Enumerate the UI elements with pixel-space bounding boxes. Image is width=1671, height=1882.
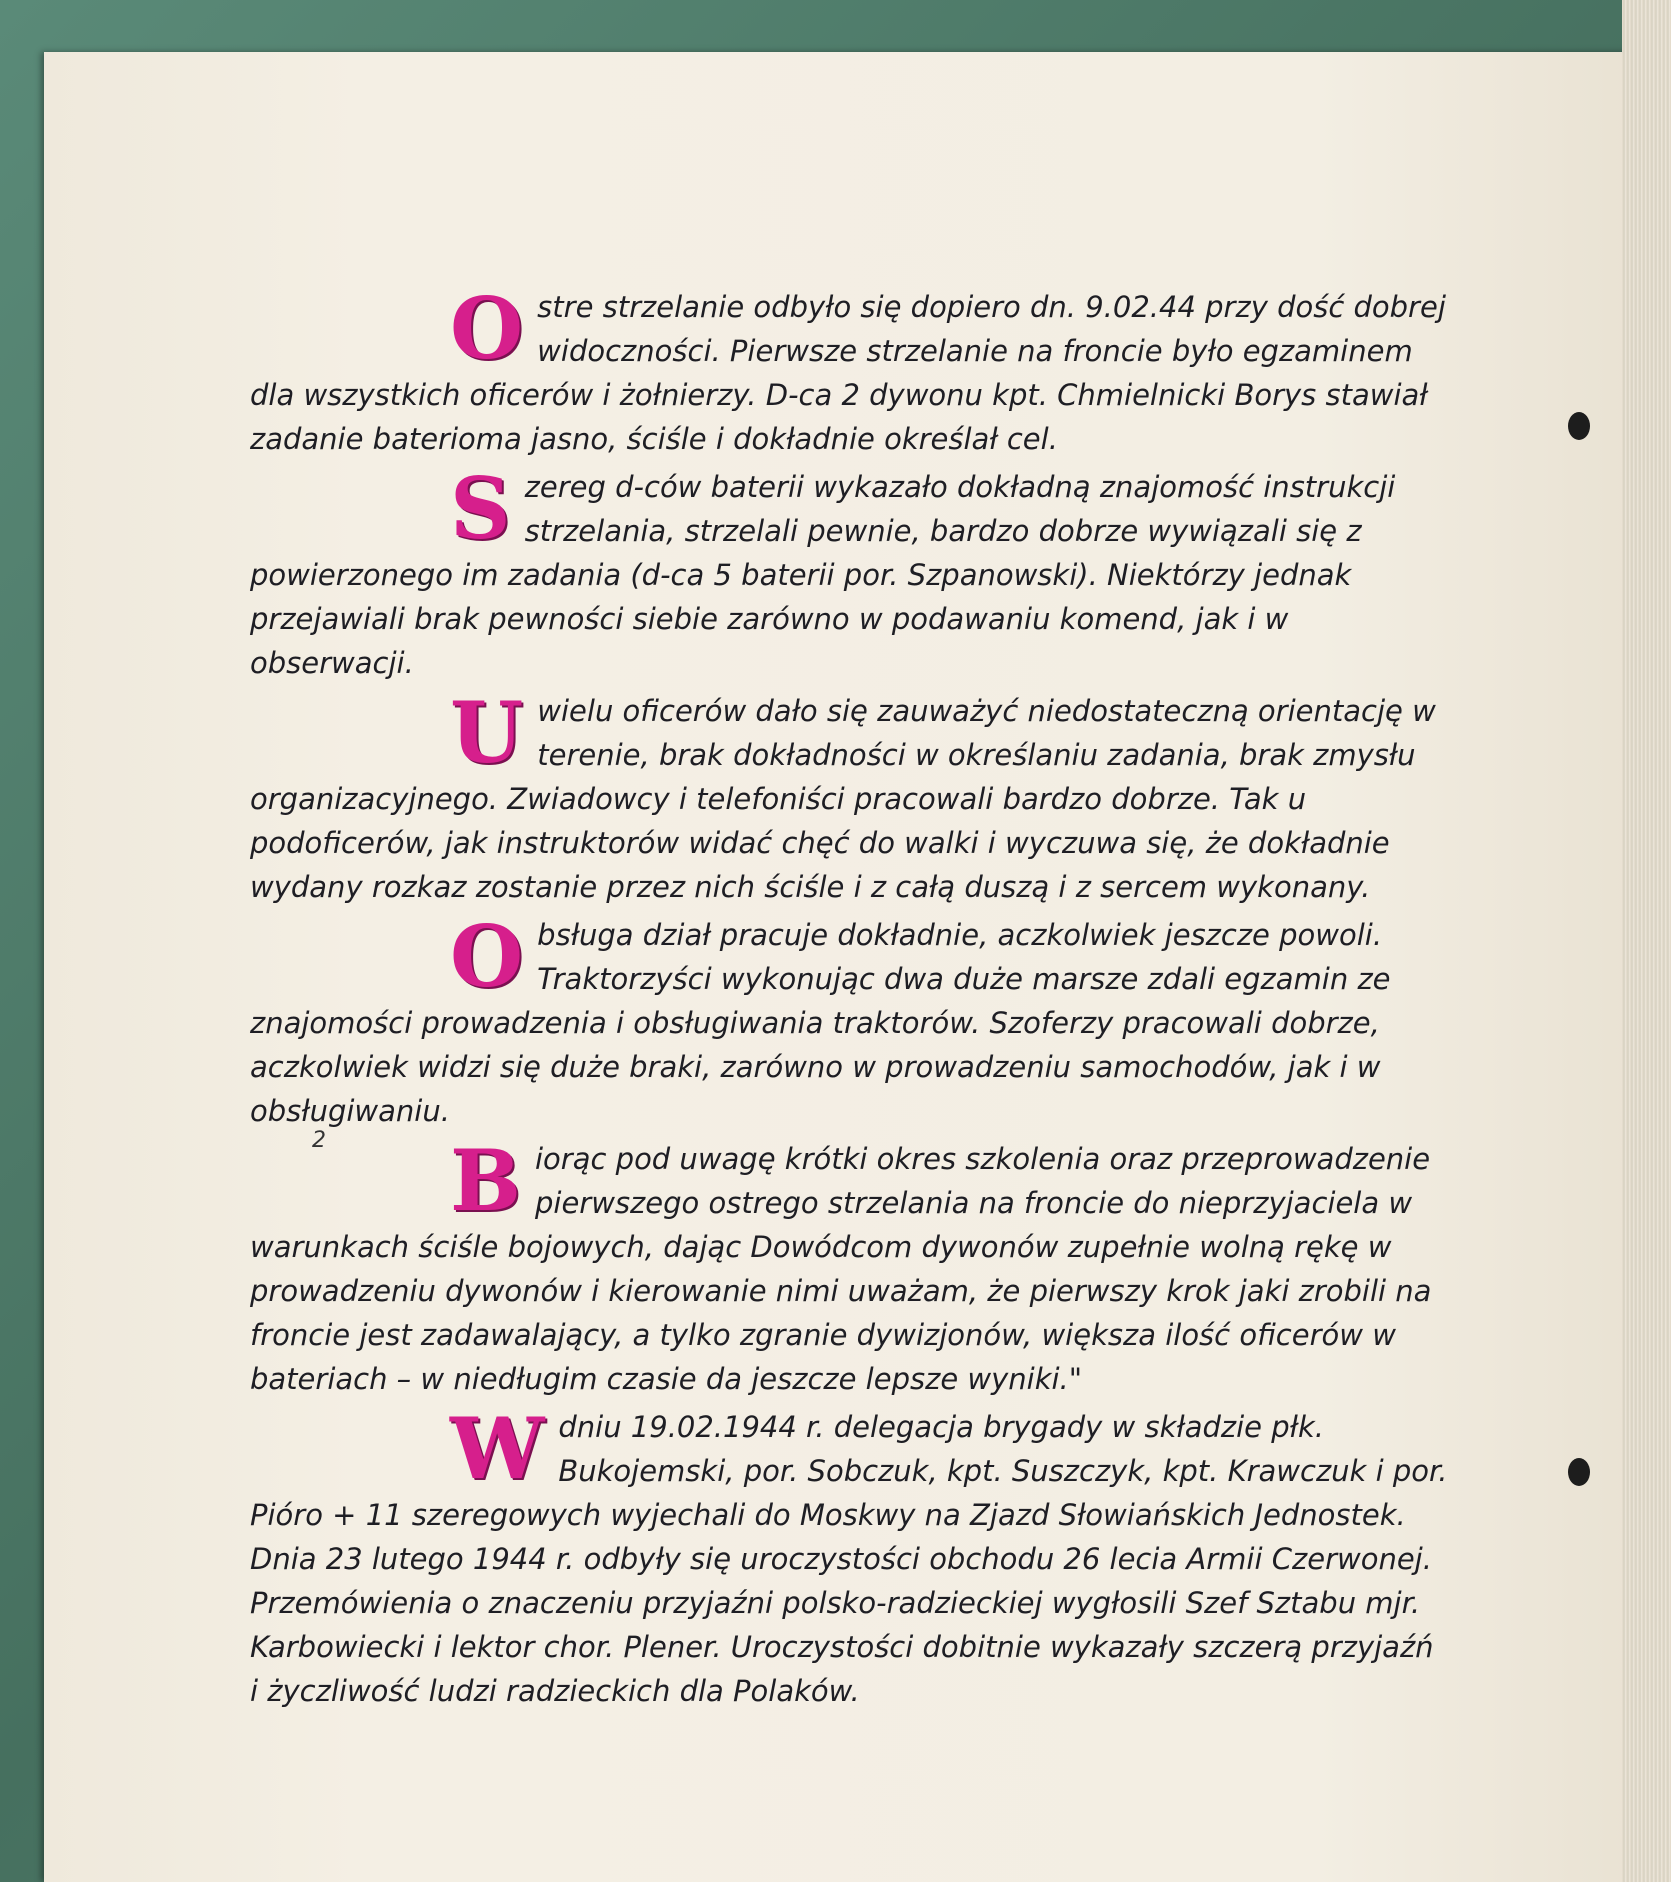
decorated-initial: B <box>450 1131 521 1230</box>
binder-hole-top <box>1568 412 1590 440</box>
decorated-initial: O <box>450 279 524 378</box>
margin-note: 2 <box>312 1128 326 1153</box>
paragraph-text: stre strzelanie odbyło się dopiero dn. 9.02.44 przy dość dobrej widoczności. Pierwsze strzelanie na froncie było egzaminem dla wszystkich oficerów i żołnierzy. D-ca 2 dywonu kpt. Chmielnicki Borys stawiał zadanie baterioma jasno, ściśle i dokładnie określał cel. <box>250 290 1446 456</box>
paragraph-text: iorąc pod uwagę krótki okres szkolenia oraz przeprowadzenie pierwszego ostrego strzelania na froncie do nieprzyjaciela w warunkach ściśle bojowych, dając Dowódcom dywonów zupełnie wolną rękę w prowadzeniu dywonów i kierowanie nimi uważam, że pierwszy krok jaki zrobili na froncie jest zadawalający, a tylko zgranie dywizjonów, większa ilość oficerów w bateriach – w niedługim czasie da jeszcze lepsze wyniki." <box>250 1142 1432 1396</box>
paragraph-text: zereg d-ców baterii wykazało dokładną znajomość instrukcji strzelania, strzelali pewnie, bardzo dobrze wywiązali się z powierzonego im zadania (d-ca 5 baterii por. Szpanowski). Niektórzy jednak przejawiali brak pewności siebie zarówno w podawaniu komend, jak i w obserwacji. <box>250 470 1396 680</box>
binder-hole-bottom <box>1568 1458 1590 1486</box>
decorated-initial: W <box>450 1399 545 1498</box>
paragraph-5 <box>250 1131 1450 1401</box>
paragraph-6 <box>250 1399 1450 1713</box>
paragraph-1 <box>250 279 1450 461</box>
paragraph-text: bsługa dział pracuje dokładnie, aczkolwiek jeszcze powoli. Traktorzyści wykonując dwa duże marsze zdali egzamin ze znajomości prowadzenia i obsługiwania traktorów. Szoferzy pracowali dobrze, aczkolwiek widzi się duże braki, zarówno w prowadzeniu samochodów, jak i w obsługiwaniu. <box>250 918 1391 1128</box>
decorated-initial: S <box>450 459 511 558</box>
paragraph-3 <box>250 683 1450 909</box>
paragraph-2 <box>250 459 1450 685</box>
paragraph-4 <box>250 907 1450 1133</box>
decorated-initial: U <box>450 683 524 782</box>
page-stack-edge <box>1622 0 1671 1882</box>
handwritten-text-body <box>250 279 1450 1717</box>
decorated-initial: O <box>450 907 524 1006</box>
paragraph-text: dniu 19.02.1944 r. delegacja brygady w składzie płk. Bukojemski, por. Sobczuk, kpt. Suszczyk, kpt. Krawczuk i por. Pióro + 11 szeregowych wyjechali do Moskwy na Zjazd Słowiańskich Jednostek. Dnia 23 lutego 1944 r. odbyły się uroczystości obchodu 26 lecia Armii Czerwonej. Przemówienia o znaczeniu przyjaźni polsko-radzieckiej wygłosili Szef Sztabu mjr. Karbowiecki i lektor chor. Plener. Uroczystości dobitnie wykazały szczerą przyjaźń i życzliwość ludzi radzieckich dla Polaków. <box>250 1410 1448 1708</box>
paragraph-text: wielu oficerów dało się zauważyć niedostateczną orientację w terenie, brak dokładności w określaniu zadania, brak zmysłu organizacyjnego. Zwiadowcy i telefoniści pracowali bardzo dobrze. Tak u podoficerów, jak instruktorów widać chęć do walki i wyczuwa się, że dokładnie wydany rozkaz zostanie przez nich ściśle i z całą duszą i z sercem wykonany. <box>250 694 1436 904</box>
